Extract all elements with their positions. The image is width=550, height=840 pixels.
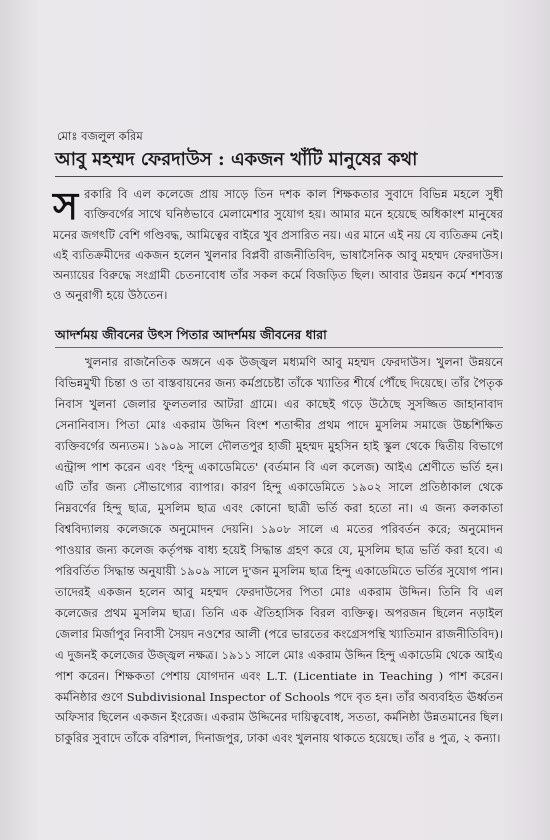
body-paragraph: খুলনার রাজনৈতিক অঙ্গনে এক উজ্জ্বল মধ্যমণি আবু মহম্মদ ফেরদাউস। খুলনা উন্নয়নে বিভিন্নমুখী চিন্তা ও তা বাস্তবায়নের জন্য কর্মপ্রচেষ্টা তাঁকে খ্যাতির শীর্ষে পৌঁছে দিয়েছে। তাঁর পৈতৃক নিবাস খুলনা জেলার ফুলতলার আটরা গ্রামে। এর কাছেই গড়ে উঠেছে সুসজ্জিত জাহানাবাদ সেনানিবাস। পিতা মোঃ একরাম উদ্দিন বিংশ শতাব্দীর প্রথম পাদে মুসলিম সমাজে উচ্চশিক্ষিত ব্যক্তিবর্গের অন্যতম। ১৯০৯ সালে দৌলতপুর হাজী মুহম্মদ মুহসিন হাই স্কুল থেকে দ্বিতীয় বিভাগে এন্ট্রান্স পাশ করেন এবং 'হিন্দু একাডেমিতে' (বর্তমান বি এল কলেজ) আইএ শ্রেণীতে ভর্তি হন। এটি তাঁর জন্য সৌভাগ্যের ব্যাপার। কারণ হিন্দু একাডেমিতে ১৯০২ সালে প্রতিষ্ঠাকাল থেকে নিম্নবর্ণের হিন্দু ছাত্র, মুসলিম ছাত্র এবং কোনো ছাত্রী ভর্তি করা হতো না। এ জন্য কলকাতা বিশ্ববিদ্যালয় কলেজকে অনুমোদন দেয়নি। ১৯০৮ সালে এ মতের পরিবর্তন করে; অনুমোদন পাওয়ার জন্য কলেজ কর্তৃপক্ষ বাধ্য হয়েই সিদ্ধান্ত গ্রহণ করে যে, মুসলিম ছাত্র ভর্তি করা হবে। এ পরিবর্তিত সিদ্ধান্ত অনুযায়ী ১৯০৯ সালে দু'জন মুসলিম ছাত্র হিন্দু একাডেমিতে ভর্তির সুযোগ পান। তাদেরই একজন হলেন আবু মহম্মদ ফেরদাউসের পিতা মোঃ একরাম উদ্দিন। তিনি বি এল কলেজের প্রথম মুসলিম ছাত্র। তিনি এক ঐতিহাসিক বিরল ব্যক্তিত্ব। অপরজন ছিলেন নড়াইল জেলার মির্জাপুর নিবাসী সৈয়দ নওশের আলী (পরে ভারতের কংগ্রেসপন্থি খ্যাতিমান রাজনীতিবিদ)। এ দুজনই কলেজের উজ্জ্বল নক্ষত্র। ১৯১১ সালে মোঃ একরাম উদ্দিন হিন্দু একাডেমি থেকে আইএ পাশ করেন। শিক্ষকতা পেশায় যোগদান এবং L.T. (Licentiate in Teaching ) পাশ করেন। কর্মনিষ্ঠার গুণে Subdivisional Inspector of Schools পদে বৃত হন। তাঁর অব্যবহিত ঊর্ধ্বতন অফিসার ছিলেন একজন ইংরেজ। একরাম উদ্দিনের দায়িত্ববোধ, সততা, কর্মনিষ্ঠা উন্নতমানের ছিল। চাকুরির সুবাদে তাঁকে বরিশাল, দিনাজপুর, ঢাকা এবং খুলনায় থাকতে হয়েছে। তাঁর ৪ পুত্র, ২ কন্যা। (55, 355, 503, 746)
body-text (55, 352, 503, 749)
author-name: মোঃ বজলুল করিম (57, 129, 143, 143)
title-divider (55, 176, 503, 177)
intro-paragraph (53, 184, 503, 306)
section-heading: আদর্শময় জীবনের উৎস পিতার আদর্শময় জীবনের ধারা (55, 327, 327, 342)
article-title: আবু মহম্মদ ফেরদাউস : একজন খাঁটি মানুষের কথা (55, 149, 418, 170)
section-divider (55, 347, 503, 348)
intro-text: রকারি বি এল কলেজে প্রায় সাড়ে তিন দশক কাল শিক্ষকতার সুবাদে বিভিন্ন মহলে সুধী ব্যক্তিবর্গের সাথে ঘনিষ্ঠভাবে মেলামেশার সুযোগ হয়। আমার মনে হয়েছে অধিকাংশ মানুষের মনের জগৎটি বেশি গণ্ডিবদ্ধ, আমিত্বের বাইরে খুব প্রসারিত নয়। এর মানে এই নয় যে ব্যতিক্রম নেই। এই ব্যতিক্রমীদের একজন হলেন খুলনার বিপ্লবী রাজনীতিবিদ, ভাষাসৈনিক আবু মহম্মদ ফেরদাউস। অন্যায়ের বিরুদ্ধে সংগ্রামী চেতনাবোধ তাঁর সকল কর্মে বিজড়িত ছিল। আবার উন্নয়ন কর্মে শশব্যস্ত ও অনুরাগী হয়ে উঠতেন। (53, 187, 503, 303)
drop-cap-letter: স (53, 183, 79, 228)
